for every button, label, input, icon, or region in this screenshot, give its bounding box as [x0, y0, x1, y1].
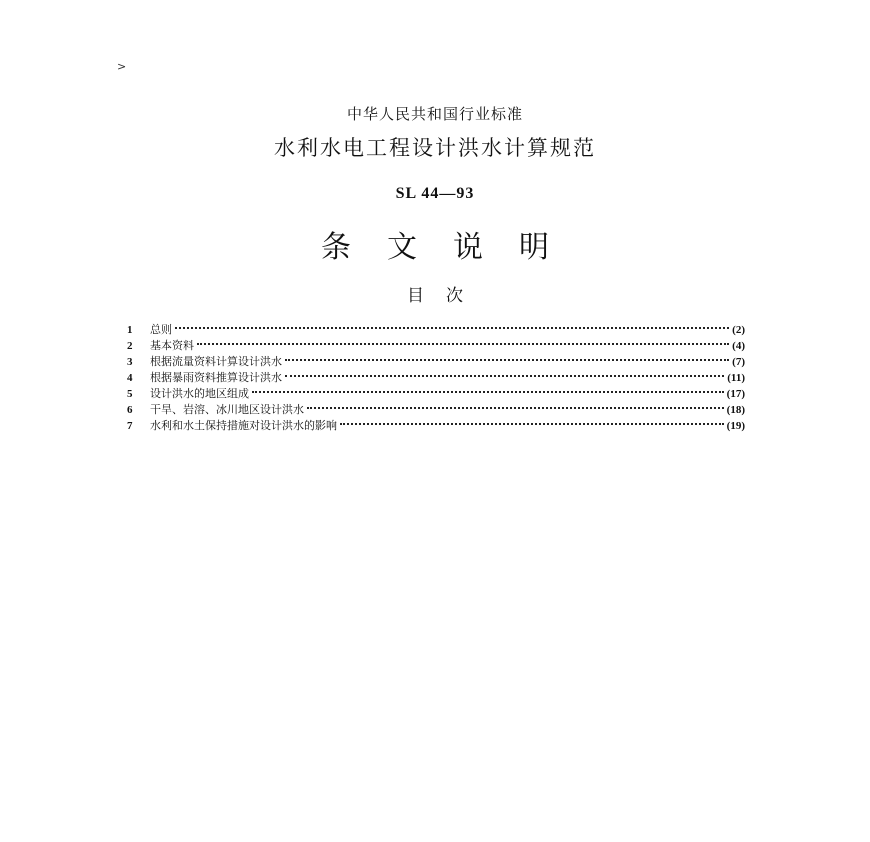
- toc-entry-7[interactable]: [127, 418, 745, 434]
- toc-label: 根据暴雨资料推算设计洪水: [150, 371, 282, 384]
- toc-page-number: (19): [726, 420, 745, 432]
- toc-number: 2: [127, 340, 133, 352]
- toc-page-number: (2): [732, 324, 745, 336]
- toc-number: 1: [127, 324, 133, 336]
- toc-entry-1[interactable]: [127, 322, 745, 338]
- document-title: 水利水电工程设计洪水计算规范: [274, 136, 596, 160]
- toc-number: 7: [127, 420, 133, 432]
- toc-page-number: (17): [726, 388, 745, 400]
- toc-number: 6: [127, 404, 133, 416]
- toc-number: 4: [127, 372, 133, 384]
- issuing-organization: 中华人民共和国行业标准: [346, 105, 523, 123]
- toc-leader-dots: [197, 343, 729, 345]
- toc-entry-3[interactable]: [127, 354, 745, 370]
- toc-leader-dots: [285, 375, 724, 377]
- toc-label: 水利和水土保持措施对设计洪水的影响: [150, 419, 337, 432]
- toc-label: 根据流量资料计算设计洪水: [150, 355, 282, 368]
- table-of-contents: [127, 322, 745, 434]
- toc-page-number: (4): [732, 340, 745, 352]
- toc-label: 设计洪水的地区组成: [150, 387, 249, 400]
- toc-entry-6[interactable]: [127, 402, 745, 418]
- toc-label: 干旱、岩溶、冰川地区设计洪水: [150, 403, 304, 416]
- toc-page-number: (18): [726, 404, 745, 416]
- toc-leader-dots: [307, 407, 724, 409]
- toc-entry-5[interactable]: [127, 386, 745, 402]
- standard-code: SL 44—93: [395, 185, 475, 202]
- toc-label: 基本资料: [150, 339, 194, 352]
- toc-label: 总则: [150, 323, 172, 336]
- toc-leader-dots: [252, 391, 724, 393]
- corner-mark: >: [117, 60, 127, 73]
- toc-entry-2[interactable]: [127, 338, 745, 354]
- toc-page-number: (7): [732, 356, 745, 368]
- toc-number: 5: [127, 388, 133, 400]
- toc-page-number: (11): [727, 372, 745, 384]
- toc-leader-dots: [175, 327, 729, 329]
- toc-number: 3: [127, 356, 133, 368]
- toc-entry-4[interactable]: [127, 370, 745, 386]
- toc-title: 目次: [407, 286, 485, 306]
- section-title: 条文说明: [321, 230, 585, 265]
- toc-leader-dots: [285, 359, 729, 361]
- toc-leader-dots: [340, 423, 724, 425]
